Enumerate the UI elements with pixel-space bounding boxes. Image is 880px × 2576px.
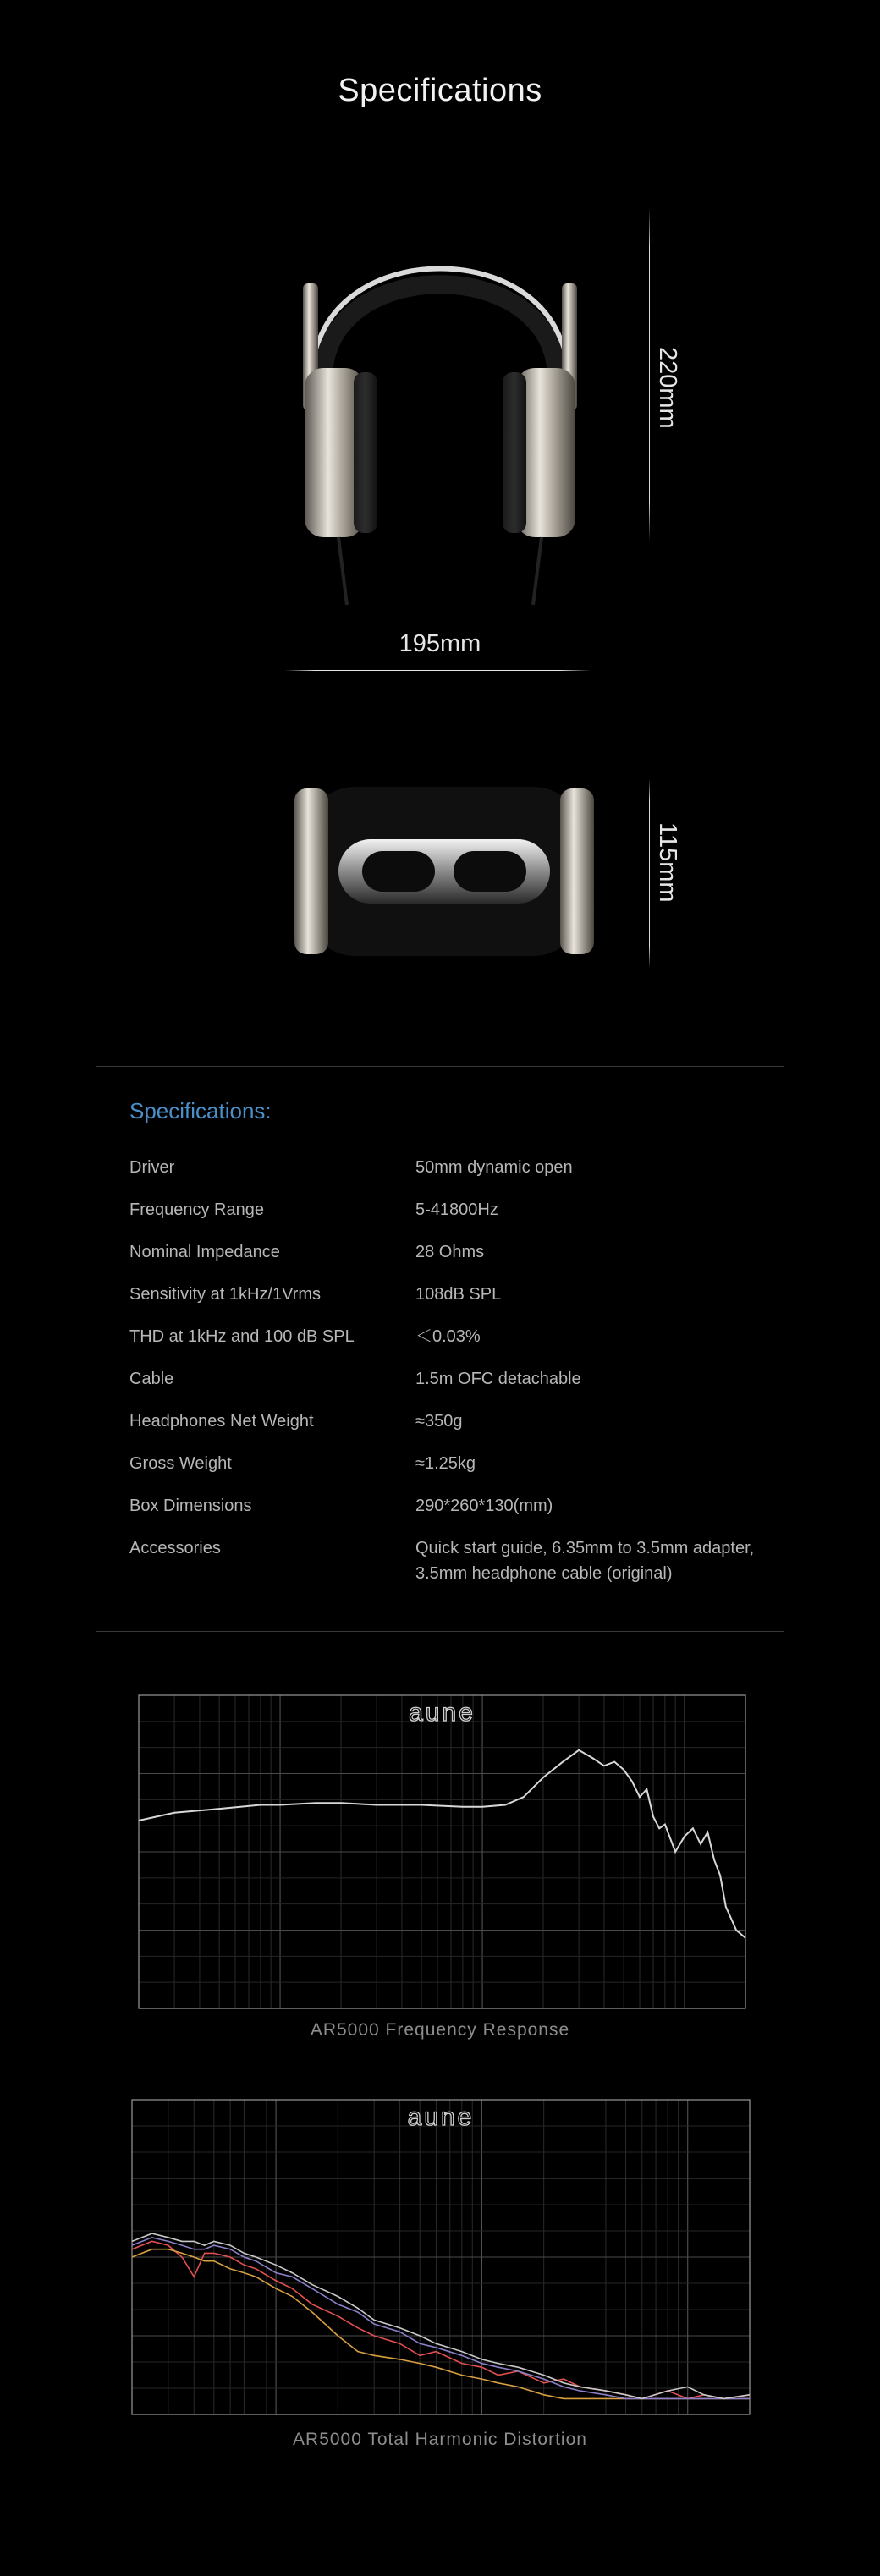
section-divider (96, 1631, 784, 1632)
spec-label: Nominal Impedance (129, 1243, 280, 1261)
aune-logo: aune (409, 1699, 476, 1727)
page-title: Specifications (338, 73, 542, 108)
spec-value: 28 Ohms (415, 1243, 485, 1261)
aune-logo: aune (407, 2103, 475, 2131)
thd-series-line (132, 2249, 750, 2399)
depth-dimension-label: 115mm (654, 822, 681, 903)
spec-label: Driver (129, 1158, 175, 1177)
spec-value: 5-41800Hz (415, 1200, 498, 1219)
spec-label: Cable (129, 1370, 174, 1388)
spec-label: Accessories (129, 1539, 221, 1557)
spec-value: ≈1.25kg (415, 1454, 476, 1473)
spec-label: Sensitivity at 1kHz/1Vrms (129, 1285, 321, 1304)
thd-chart (129, 2096, 753, 2419)
spec-label: Gross Weight (129, 1454, 232, 1473)
specs-heading: Specifications: (129, 1098, 272, 1123)
frequency-response-caption: AR5000 Frequency Response (310, 2020, 570, 2040)
spec-value: 50mm dynamic open (415, 1158, 573, 1177)
height-dimension-line (649, 207, 650, 541)
spec-label: Headphones Net Weight (129, 1412, 314, 1431)
width-dimension-label: 195mm (399, 630, 481, 657)
spec-label: THD at 1kHz and 100 dB SPL (129, 1327, 355, 1346)
spec-value: 108dB SPL (415, 1285, 502, 1304)
depth-dimension-line (649, 778, 650, 969)
frequency-response-chart (135, 1692, 749, 2013)
section-divider (96, 1066, 784, 1067)
width-dimension-line (284, 670, 591, 671)
thd-series-line (132, 2233, 750, 2398)
thd-series-line (132, 2241, 750, 2398)
headphone-top-image (288, 778, 601, 964)
spec-value: Quick start guide, 6.35mm to 3.5mm adapter, (415, 1539, 755, 1557)
thd-series-line (132, 2238, 750, 2399)
spec-label: Frequency Range (129, 1200, 264, 1219)
headphone-front-image (279, 207, 601, 605)
thd-caption: AR5000 Total Harmonic Distortion (293, 2430, 587, 2449)
spec-value: ＜0.03% (415, 1327, 481, 1346)
spec-label: Box Dimensions (129, 1497, 252, 1515)
spec-value: 290*260*130(mm) (415, 1497, 553, 1515)
fr-series-line (139, 1750, 745, 1938)
spec-value: 3.5mm headphone cable (original) (415, 1564, 673, 1583)
height-dimension-label: 220mm (654, 347, 681, 429)
spec-value: 1.5m OFC detachable (415, 1370, 581, 1388)
spec-value: ≈350g (415, 1412, 463, 1431)
